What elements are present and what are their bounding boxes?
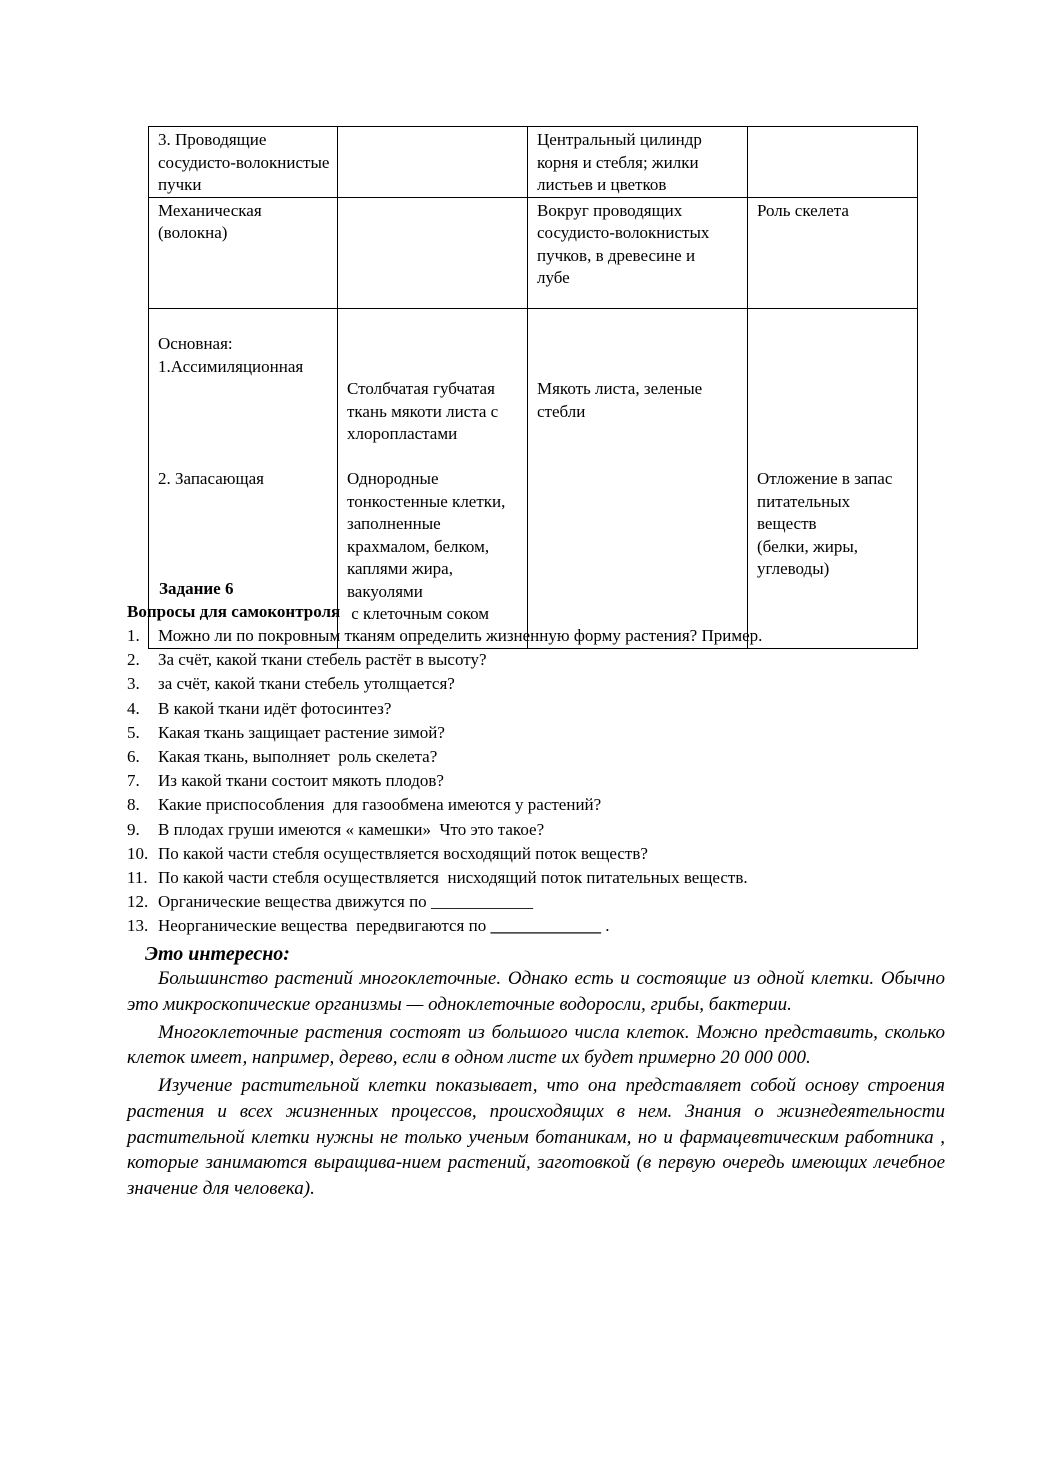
cell-text: Однородные тонкостенные клетки, заполненные крахмалом, белком, каплями жира, вакуолями с клеточным соком (347, 469, 506, 623)
question-number: 4. (127, 698, 140, 718)
list-item (127, 722, 762, 746)
question-number: 10. (127, 843, 149, 863)
paragraph: Изучение растительной клетки показывает, что она представляет собой основу строения растения и всех жизненных процессов, происходящих в нем. Знания о жизнедеятельности растительной клетки нужны не только ученым ботаникам, но и фармацевтическим работника , которые занимаются выращива-нием растений, заготовкой (в первую очередь имеющих лечебное значение для человека). (127, 1075, 945, 1199)
list-item (127, 625, 762, 649)
answer-blank: _____________ (490, 916, 601, 936)
list-item (127, 673, 762, 697)
table-row (149, 308, 918, 649)
table-cell (338, 127, 528, 198)
table-cell (149, 127, 338, 198)
answer-blank: ____________ (430, 892, 533, 912)
question-text: за счёт, какой ткани стебель утолщается? (158, 674, 455, 694)
question-text: Можно ли по покровным тканям определить жизненную форму растения? Пример. (158, 626, 763, 645)
question-text: Какие приспособления для газообмена имеются у растений? (158, 795, 602, 815)
question-number: 8. (127, 795, 140, 815)
table-cell: Механическая (волокна) (149, 197, 338, 308)
question-text: По какой части стебля осуществляется нисходящий поток питательных веществ. (158, 867, 748, 887)
table-row (149, 197, 918, 308)
cell-spacer (347, 333, 527, 356)
question-number: 13. (127, 916, 149, 936)
question-number: 1. (127, 626, 140, 645)
cell-spacer (158, 401, 337, 446)
list-item (127, 794, 762, 818)
list-item (127, 746, 762, 770)
question-number: 3. (127, 674, 140, 694)
question-text: В какой ткани идёт фотосинтез? (158, 698, 392, 718)
question-number: 6. (127, 746, 140, 766)
cell-spacer (757, 378, 917, 401)
table-cell (338, 308, 528, 649)
question-number: 12. (127, 892, 149, 912)
question-number: 2. (127, 650, 140, 670)
list-item (127, 843, 762, 867)
list-item (127, 867, 762, 891)
cell-text: 2. Запасающая (158, 469, 264, 488)
question-text: По какой части стебля осуществляется восходящий поток веществ? (158, 843, 648, 863)
cell-spacer (757, 423, 917, 446)
table-cell: Вокруг проводящих сосудисто-волокнистых пучков, в древесине и лубе (528, 197, 748, 308)
list-item (127, 649, 762, 673)
question-text: В плодах груши имеются « камешки» Что это такое? (158, 819, 545, 839)
question-text: Какая ткань защищает растение зимой? (158, 722, 445, 742)
cell-text: 3. Проводящие сосудисто-волокнистые пучки (158, 130, 330, 194)
list-item (127, 915, 762, 939)
question-number: 5. (127, 722, 140, 742)
interesting-title: Это интересно: (145, 943, 290, 965)
table-cell (748, 308, 918, 649)
cell-text: 1.Ассимиляционная (158, 356, 304, 376)
table-row (149, 127, 918, 198)
question-text: За счёт, какой ткани стебель растёт в высоту? (158, 650, 487, 670)
table-cell: Роль скелета (748, 197, 918, 308)
question-number: 9. (127, 819, 140, 839)
question-number: 7. (127, 771, 140, 791)
question-number: 11. (127, 867, 148, 887)
table-cell (748, 127, 918, 198)
list-item (127, 698, 762, 722)
question-text: Органические вещества движутся по (158, 892, 431, 912)
list-item (127, 770, 762, 794)
cell-spacer (757, 333, 917, 356)
task-subtitle: Вопросы для самоконтроля (127, 602, 341, 621)
table-cell: Центральный цилиндр корня и стебля; жилки листьев и цветков (528, 127, 748, 198)
question-text: Из какой ткани состоит мякоть плодов? (158, 771, 444, 791)
cell-text: Отложение в запас питательных веществ (белки, жиры, углеводы) (757, 469, 893, 578)
tissue-table (148, 126, 918, 649)
cell-spacer (537, 333, 747, 356)
cell-heading: Основная: (158, 334, 233, 353)
question-text: Неорганические вещества передвигаются по (158, 916, 491, 936)
question-tail: . (600, 916, 610, 936)
task-title: Задание 6 (159, 579, 234, 598)
list-item (127, 891, 762, 915)
question-list (127, 625, 762, 939)
interesting-body (127, 966, 945, 1204)
question-text: Какая ткань, выполняет роль скелета? (158, 746, 438, 766)
table-cell (338, 197, 528, 308)
table-cell (528, 308, 748, 649)
paragraph: Большинство растений многоклеточные. Однако есть и состоящие из одной клетки. Обычно это микроскопические организмы — одноклеточные водоросли, грибы, бактерии. (127, 968, 945, 1015)
cell-text: Столбчатая губчатая ткань мякоти листа с хлоропластами (347, 379, 499, 443)
list-item (127, 819, 762, 843)
cell-text: Мякоть листа, зеленые стебли (537, 379, 703, 421)
paragraph: Многоклеточные растения состоят из большого числа клеток. Можно представить, сколько клеток имеет, например, дерево, если в одном листе их будет примерно 20 000 000. (127, 1021, 945, 1069)
